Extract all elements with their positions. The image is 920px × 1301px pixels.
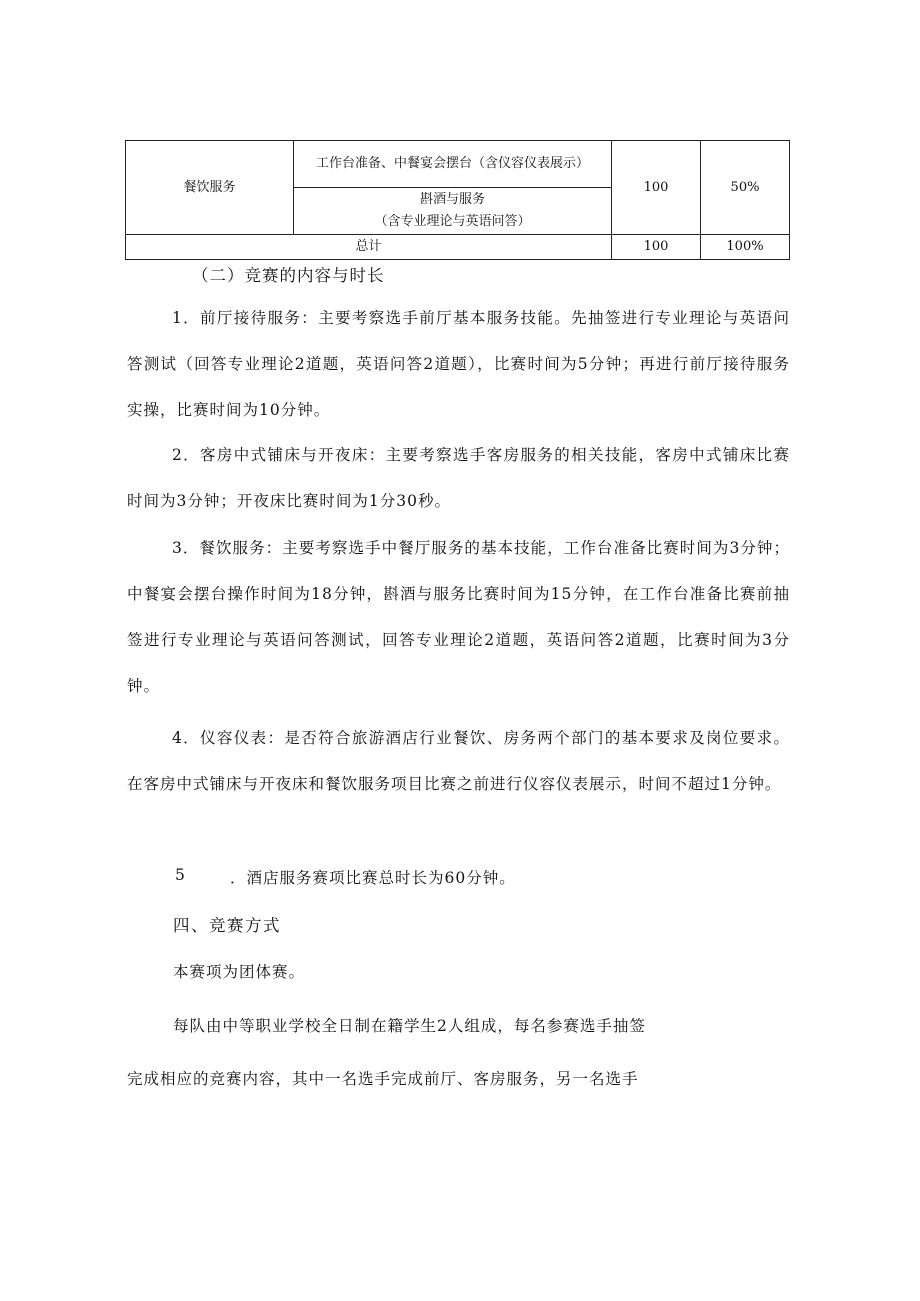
table-item-1-cell: 工作台准备、中餐宴会摆台（含仪容仪表展示） (294, 141, 612, 188)
paragraph-team-roles: 完成相应的竞赛内容，其中一名选手完成前厅、客房服务，另一名选手 (127, 1070, 639, 1088)
score-table (125, 140, 790, 260)
paragraph-appearance: 4．仪容仪表：是否符合旅游酒店行业餐饮、房务两个部门的基本要求及岗位要求。在客房中式铺床与开夜床和餐饮服务项目比赛之前进行仪容仪表展示，时间不超过1分钟。 (127, 729, 790, 793)
table-category-cell: 餐饮服务 (126, 141, 294, 235)
section-4-title: 四、竞赛方式 (173, 916, 281, 935)
table-item-2-line-2: （含专业理论与英语问答） (374, 214, 531, 229)
table-item-2-cell (294, 188, 612, 235)
paragraph-housekeeping: 2．客房中式铺床与开夜床：主要考察选手客房服务的相关技能，客房中式铺床比赛时间为3分钟；开夜床比赛时间为1分30秒。 (127, 446, 790, 510)
section-title: （二）竞赛的内容与时长 (192, 266, 385, 285)
paragraph-food-service: 3．餐饮服务：主要考察选手中餐厅服务的基本技能，工作台准备比赛时间为3分钟；中餐宴会摆台操作时间为18分钟，斟酒与服务比赛时间为15分钟，在工作台准备比赛前抽签进行专业理论与英语问答测试，回答专业理论2道题，英语问答2道题，比赛时间为3分钟。 (127, 539, 790, 695)
table-total-score-cell: 100 (612, 235, 701, 260)
paragraph-team-composition: 每队由中等职业学校全日制在籍学生2人组成，每名参赛选手抽签 (173, 1017, 646, 1035)
table-item-2-line-1: 斟酒与服务 (419, 192, 485, 207)
table-total-label-cell: 总计 (126, 235, 612, 260)
table-total-weight-cell: 100% (701, 235, 790, 260)
paragraph-front-desk: 1．前厅接待服务：主要考察选手前厅基本服务技能。先抽签进行专业理论与英语问答测试（回答专业理论2道题，英语问答2道题），比赛时间为5分钟；再进行前厅接待服务实操，比赛时间为10分钟。 (127, 309, 790, 419)
paragraph-team-event: 本赛项为团体赛。 (173, 963, 306, 981)
table-weight-cell: 50% (701, 141, 790, 235)
paragraph-total-time-text: ．酒店服务赛项比赛总时长为60分钟。 (230, 869, 516, 887)
paragraph-total-time-number: 5 (175, 866, 186, 884)
table-score-cell: 100 (612, 141, 701, 235)
